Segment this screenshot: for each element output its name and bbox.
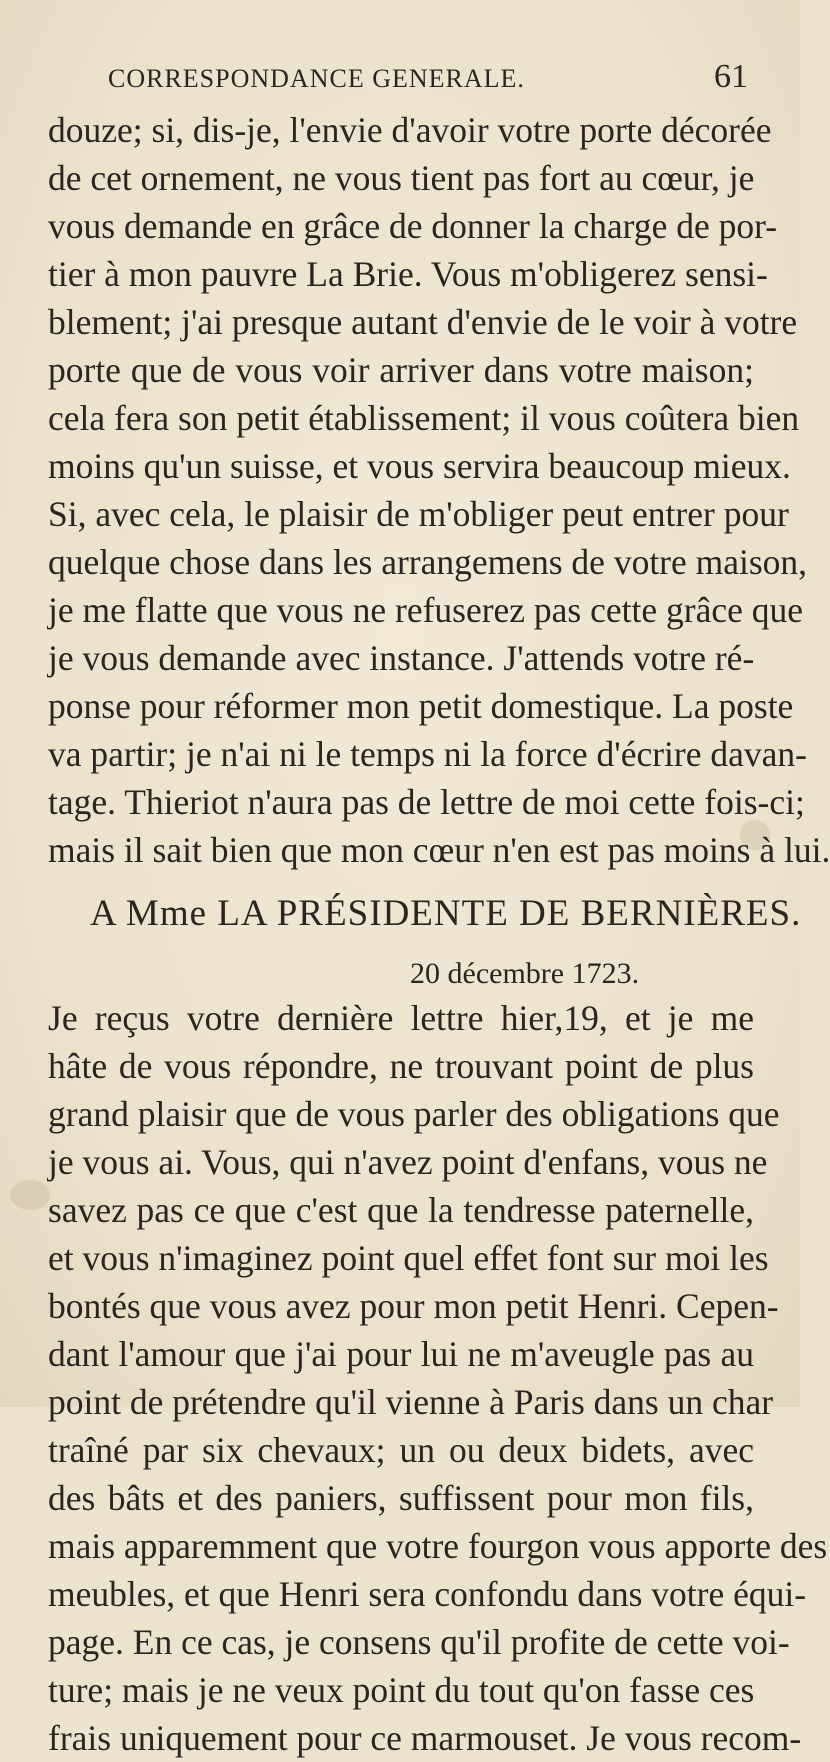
page-body <box>48 106 830 1762</box>
text-line: Si, avec cela, le plaisir de m'obliger peut entrer pour <box>48 494 789 534</box>
text-line: grand plaisir que de vous parler des obligations que <box>48 1094 780 1134</box>
text-line: Je reçus votre dernière lettre hier,19, et je me <box>48 998 754 1038</box>
page-number: 61 <box>714 58 748 95</box>
text-line: page. En ce cas, je consens qu'il profite de cette voi- <box>48 1622 790 1662</box>
text-line: frais uniquement pour ce marmouset. Je vous recom- <box>48 1718 802 1758</box>
text-line: mais il sait bien que mon cœur n'en est pas moins à lui. <box>48 830 830 870</box>
letter-heading: A Mme LA PRÉSIDENTE DE BERNIÈRES. <box>90 893 802 934</box>
paragraph <box>48 106 800 490</box>
text-line: traîné par six chevaux; un ou deux bidets, avec <box>48 1430 754 1470</box>
text-line: je vous ai. Vous, qui n'avez point d'enfans, vous ne <box>48 1142 768 1182</box>
text-line: et vous n'imaginez point quel effet font sur moi les <box>48 1238 769 1278</box>
text-line: va partir; je n'ai ni le temps ni la force d'écrire davan- <box>48 734 807 774</box>
text-line: mais apparemment que votre fourgon vous apporte des <box>48 1526 828 1566</box>
text-line: point de prétendre qu'il vienne à Paris dans un char <box>48 1382 774 1422</box>
text-line: des bâts et des paniers, suffissent pour mon fils, <box>48 1478 754 1518</box>
text-line: blement; j'ai presque autant d'envie de le voir à votre <box>48 302 798 342</box>
text-line: moins qu'un suisse, et vous servira beaucoup mieux. <box>48 446 791 486</box>
text-line: cela fera son petit établissement; il vous coûtera bien <box>48 398 800 438</box>
text-line: porte que de vous voir arriver dans votre maison; <box>48 350 754 390</box>
text-line: savez pas ce que c'est que la tendresse paternelle, <box>48 1190 754 1230</box>
text-line: je me flatte que vous ne refuserez pas cette grâce que <box>48 590 803 630</box>
paragraph <box>48 490 830 874</box>
text-line: vous demande en grâce de donner la charge de por- <box>48 206 778 246</box>
text-line: bontés que vous avez pour mon petit Henri. Cepen- <box>48 1286 779 1326</box>
page-header <box>108 58 748 104</box>
letter-body <box>48 994 828 1762</box>
text-line: ture; mais je ne veux point du tout qu'on fasse ces <box>48 1670 755 1710</box>
text-line: tier à mon pauvre La Brie. Vous m'obligerez sensi- <box>48 254 768 294</box>
text-line: douze; si, dis-je, l'envie d'avoir votre porte décorée <box>48 110 772 150</box>
text-line: tage. Thieriot n'aura pas de lettre de moi cette fois-ci; <box>48 782 805 822</box>
text-line: de cet ornement, ne vous tient pas fort au cœur, je <box>48 158 755 198</box>
running-head: CORRESPONDANCE GENERALE. <box>108 64 525 93</box>
text-line: quelque chose dans les arrangemens de votre maison, <box>48 542 808 582</box>
text-line: hâte de vous répondre, ne trouvant point de plus <box>48 1046 754 1086</box>
text-line: ponse pour réformer mon petit domestique. La poste <box>48 686 794 726</box>
paper-stain <box>10 1180 50 1210</box>
text-line: dant l'amour que j'ai pour lui ne m'aveugle pas au <box>48 1334 754 1374</box>
text-line: je vous demande avec instance. J'attends votre ré- <box>48 638 755 678</box>
letter-date: 20 décembre 1723. <box>410 957 640 990</box>
text-line: meubles, et que Henri sera confondu dans votre équi- <box>48 1574 807 1614</box>
